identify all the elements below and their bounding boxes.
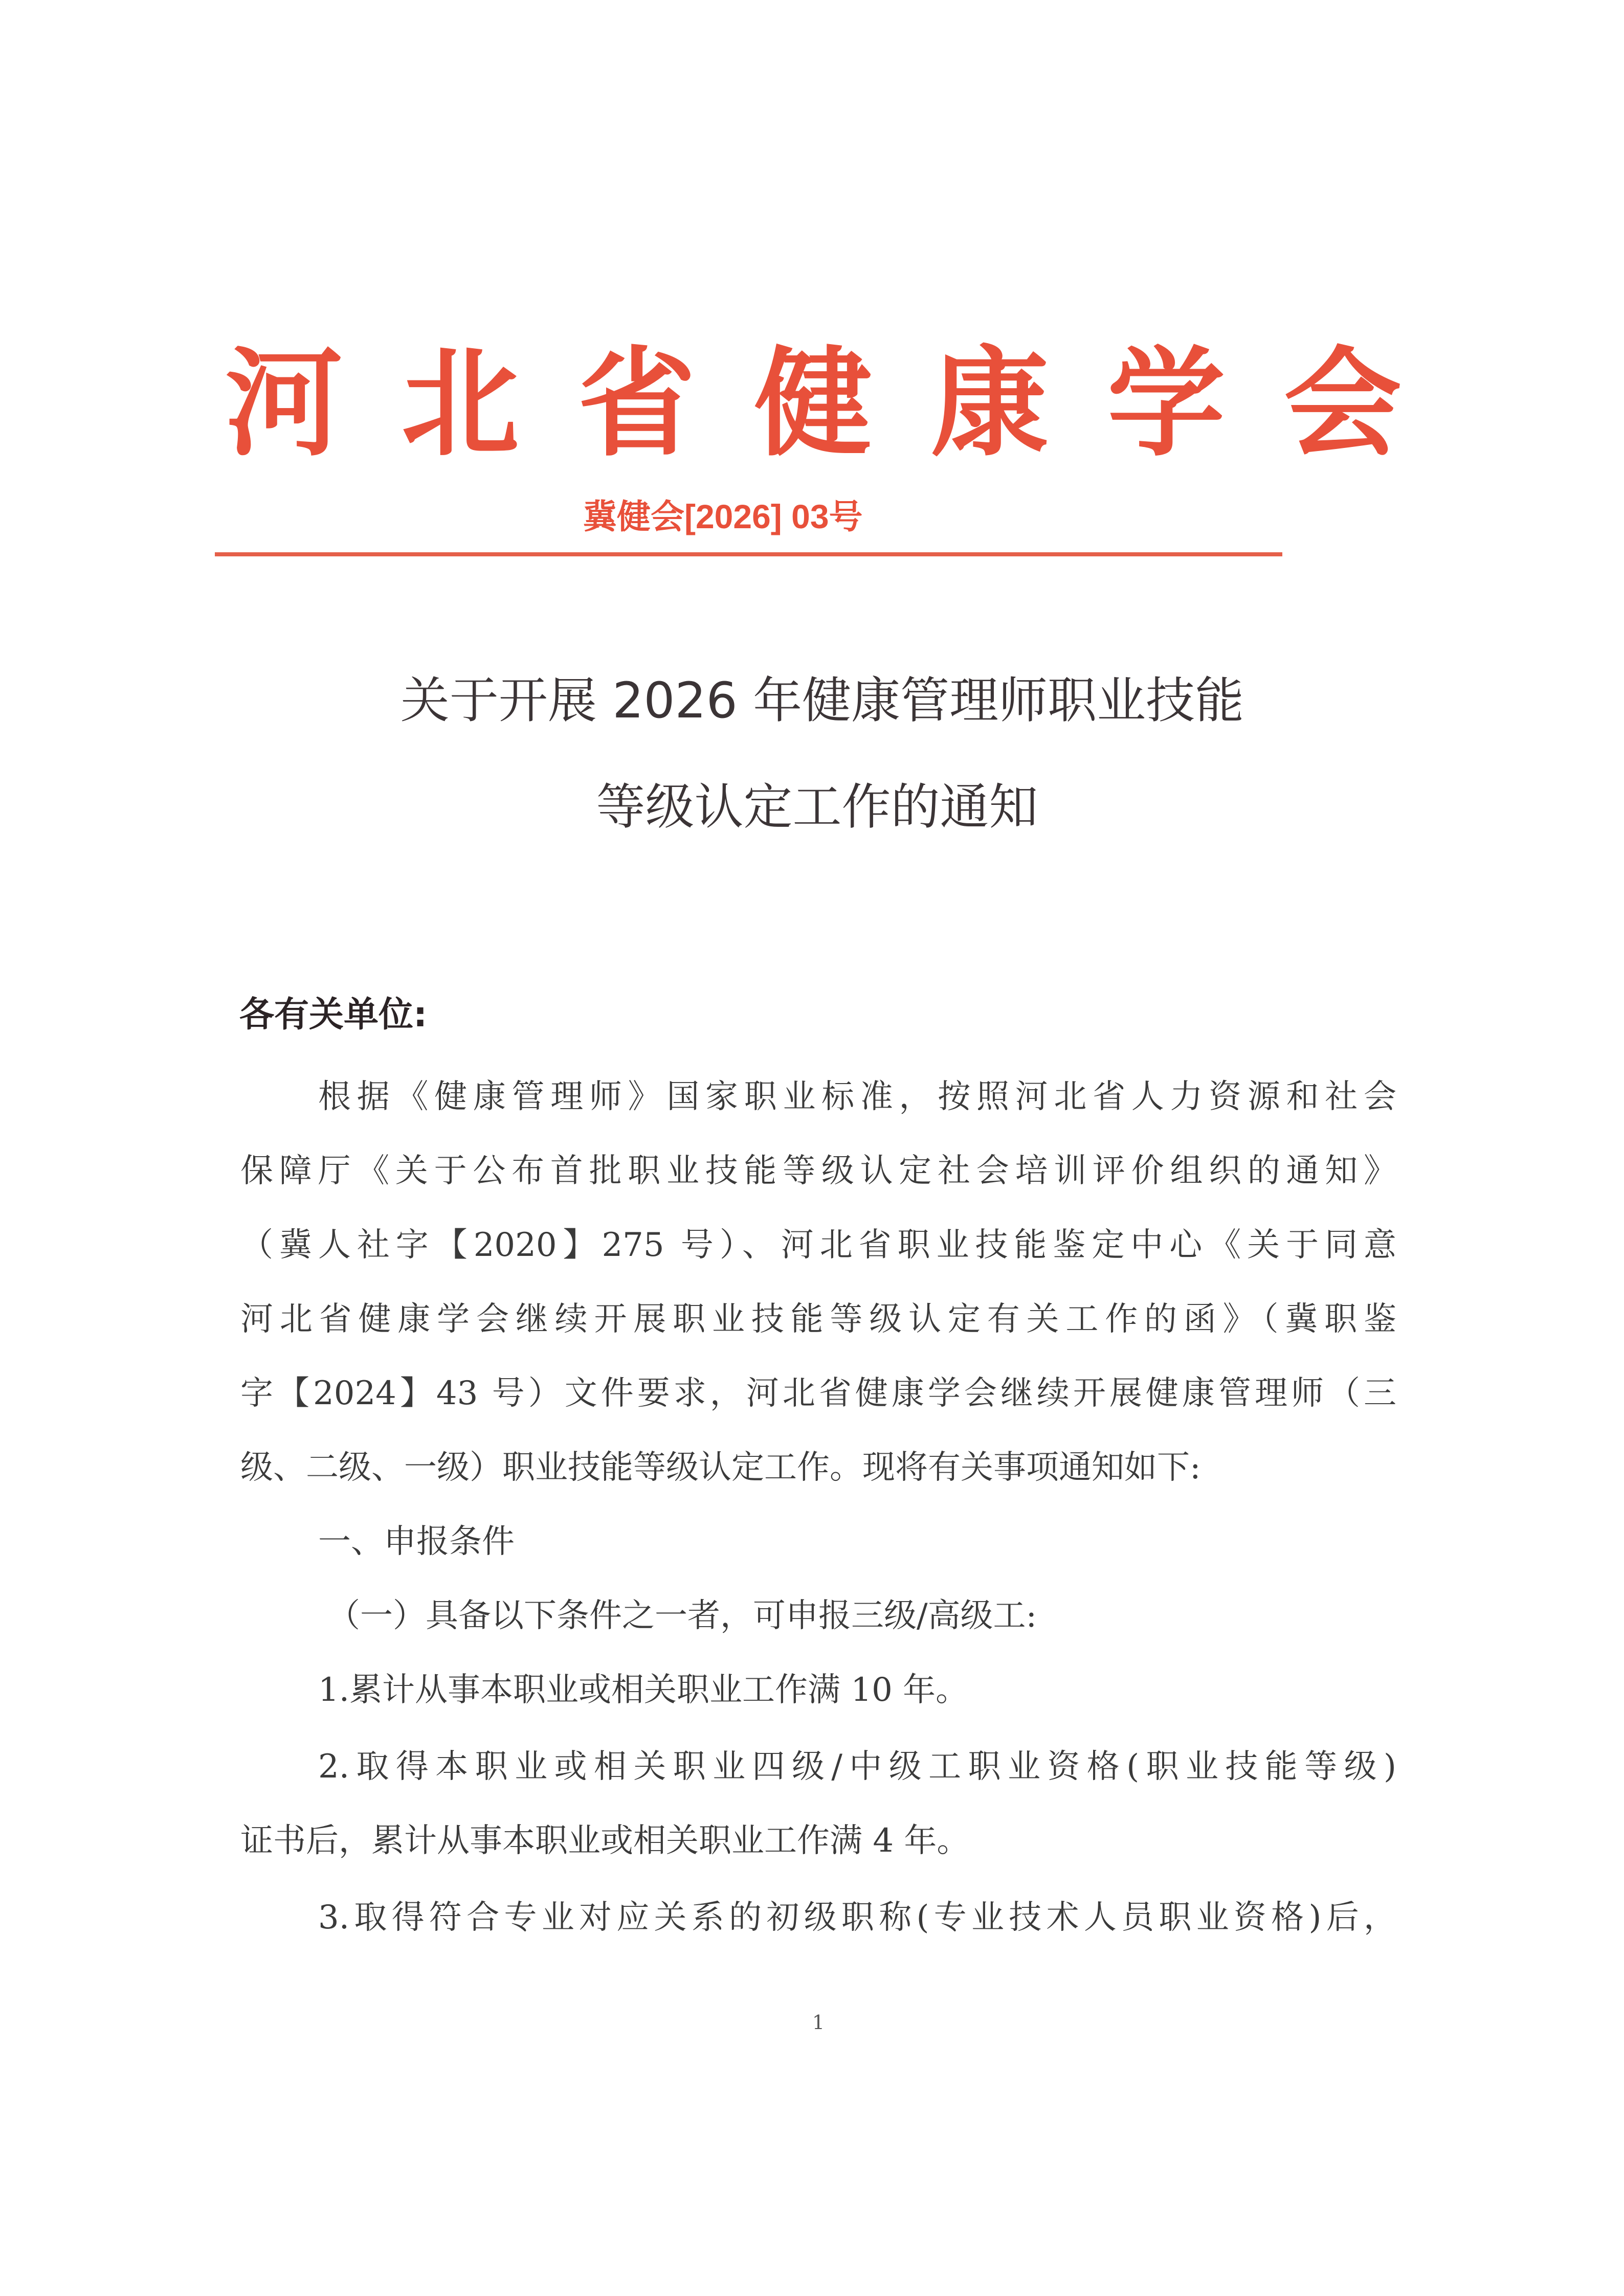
body-paragraph-line: 保障厅《关于公布首批职业技能等级认定社会培训评价组织的通知》 <box>240 1152 1396 1190</box>
list-item: 1.累计从事本职业或相关职业工作满 10 年。 <box>318 1671 969 1709</box>
document-number: 冀健会[2026] 03号 <box>583 498 863 535</box>
salutation: 各有关单位: <box>239 995 428 1035</box>
letterhead-divider <box>215 552 1282 556</box>
body-paragraph-line: 河北省健康学会继续开展职业技能等级认定有关工作的函》（冀职鉴 <box>240 1300 1396 1338</box>
list-item: 3.取得符合专业对应关系的初级职称(专业技术人员职业资格)后， <box>318 1899 1396 1937</box>
org-title-char: 学 <box>1107 338 1226 469</box>
org-title-char: 省 <box>578 338 696 469</box>
subsection-heading: （一）具备以下条件之一者，可申报三级/高级工: <box>327 1597 1037 1635</box>
list-item-continuation: 证书后，累计从事本职业或相关职业工作满 4 年。 <box>240 1822 970 1860</box>
subject-title-line-1: 关于开展 2026 年健康管理师职业技能 <box>400 672 1244 729</box>
body-paragraph-line: 根据《健康管理师》国家职业标准，按照河北省人力资源和社会 <box>318 1078 1396 1116</box>
org-letterhead-title <box>225 332 1412 476</box>
body-paragraph-line: 字【2024】43 号）文件要求，河北省健康学会继续开展健康管理师（三 <box>240 1375 1396 1412</box>
page-number: 1 <box>812 2011 825 2034</box>
org-title-char: 康 <box>931 338 1049 469</box>
subject-title-line-2: 等级认定工作的通知 <box>596 778 1038 836</box>
body-paragraph-line: （冀人社字【2020】275 号）、河北省职业技能鉴定中心《关于同意 <box>240 1226 1396 1264</box>
org-title-char: 河 <box>225 338 343 469</box>
org-title-char: 健 <box>754 338 873 469</box>
body-paragraph-line: 级、二级、一级）职业技能等级认定工作。现将有关事项通知如下: <box>240 1449 1201 1487</box>
list-item: 2.取得本职业或相关职业四级/中级工职业资格(职业技能等级) <box>318 1748 1396 1786</box>
section-heading: 一、申报条件 <box>318 1523 515 1561</box>
org-title-char: 会 <box>1284 338 1402 469</box>
org-title-char: 北 <box>402 338 520 469</box>
